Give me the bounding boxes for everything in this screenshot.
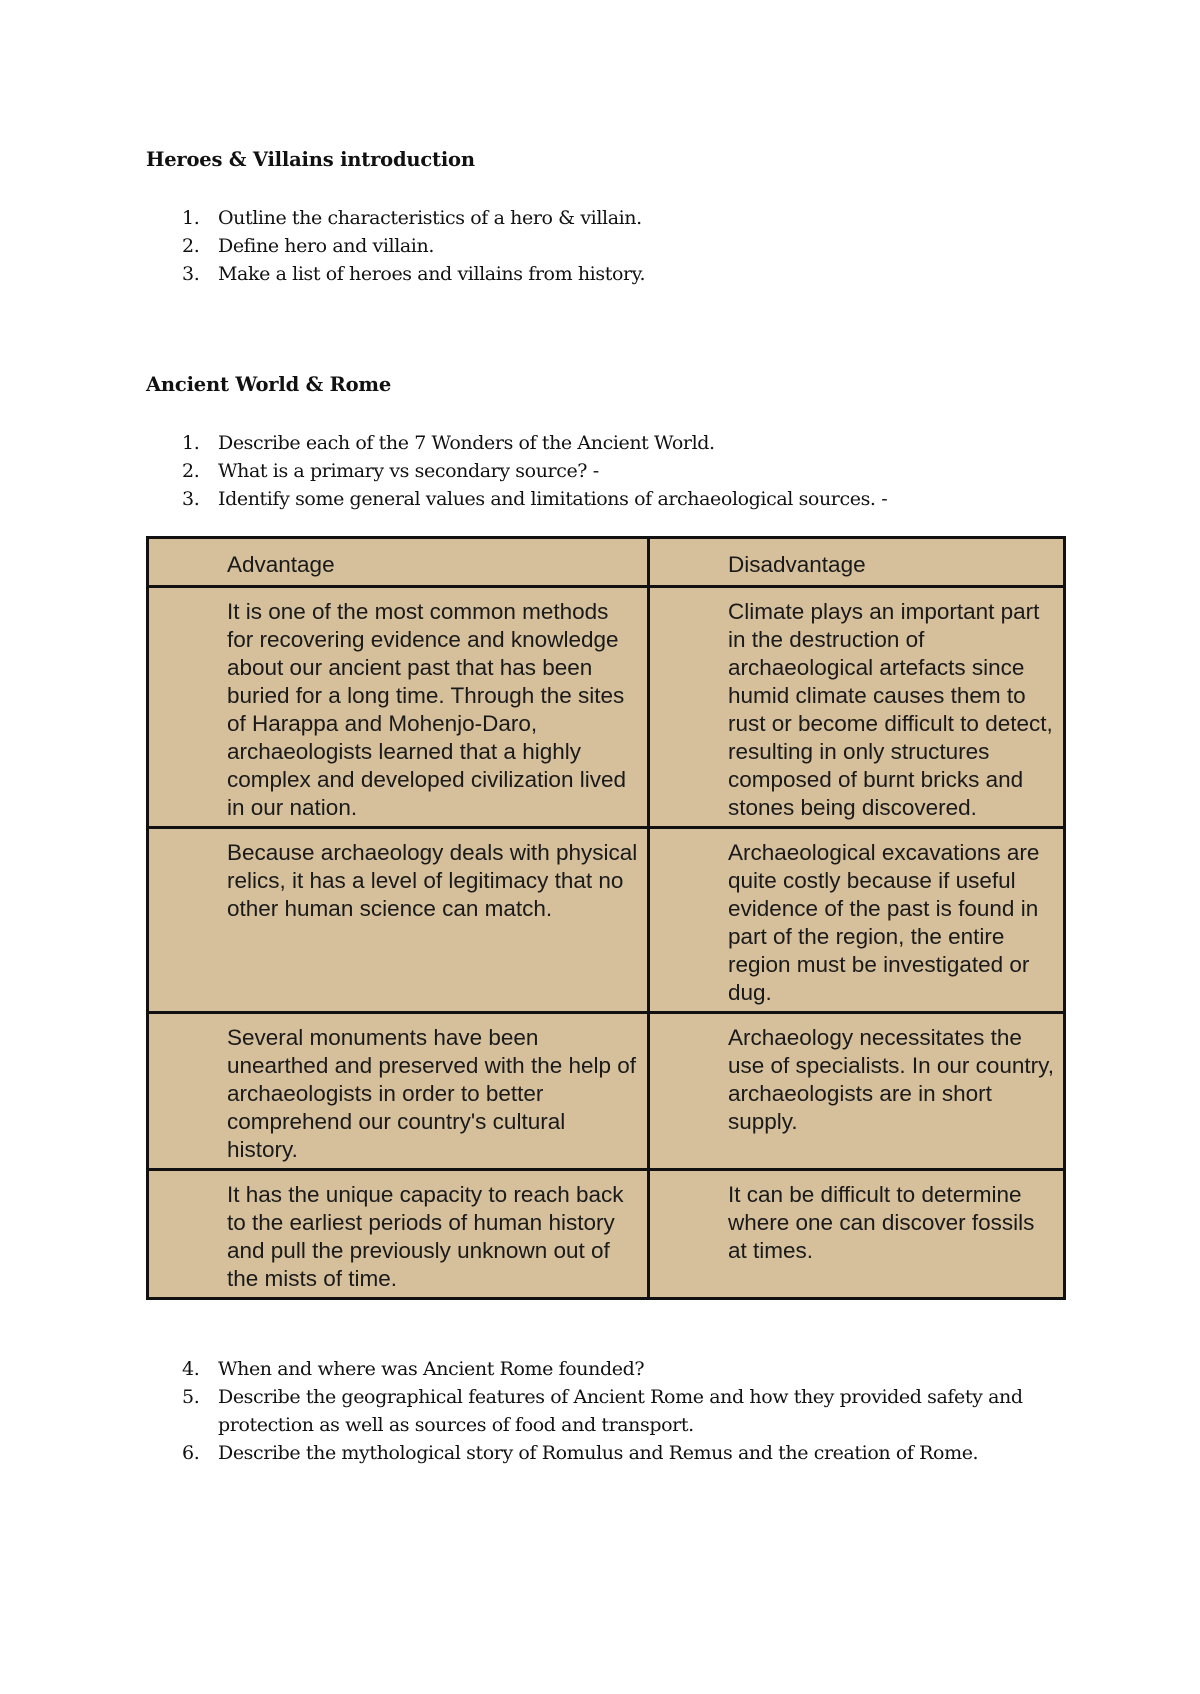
question-text: Outline the characteristics of a hero & villain. [218,207,642,229]
list-number: 5. [182,1386,200,1408]
question-text: What is a primary vs secondary source? - [218,460,599,482]
header-advantage: Advantage [148,538,649,587]
list-number: 2. [182,235,200,257]
list-item [146,485,1108,513]
question-text: Describe the mythological story of Romulus and Remus and the creation of Rome. [218,1442,979,1464]
advantage-cell: It has the unique capacity to reach back to the earliest periods of human history and pull the previously unknown out of the mists of time. [148,1170,649,1299]
list-item [146,1355,1108,1383]
list-number: 3. [182,488,200,510]
rome-question-list [146,1355,1108,1467]
table-row [148,587,1065,828]
section-heading-heroes-villains: Heroes & Villains introduction [146,148,475,171]
table-header-row [148,538,1065,587]
question-text: Define hero and villain. [218,235,434,257]
question-text: Identify some general values and limitations of archaeological sources. - [218,488,888,510]
advantage-cell: It is one of the most common methods for recovering evidence and knowledge about our ancient past that has been buried for a long time. Through the sites of Harappa and Mohenjo-Daro, archaeologists learned that a highly complex and developed civilization lived in our nation. [148,587,649,828]
heroes-question-list [146,204,1108,288]
ancient-world-question-list [146,429,1108,513]
list-number: 4. [182,1358,200,1380]
table-row [148,1170,1065,1299]
advantages-disadvantages-table [146,536,1066,1300]
advantage-cell: Because archaeology deals with physical relics, it has a level of legitimacy that no other human science can match. [148,828,649,1013]
disadvantage-cell: Climate plays an important part in the destruction of archaeological artefacts since humid climate causes them to rust or become difficult to detect, resulting in only structures composed of burnt bricks and stones being discovered. [649,587,1065,828]
question-text: Describe each of the 7 Wonders of the Ancient World. [218,432,715,454]
disadvantage-cell: Archaeology necessitates the use of specialists. In our country, archaeologists are in short supply. [649,1013,1065,1170]
section-heading-ancient-world-rome: Ancient World & Rome [146,373,392,396]
question-text: Make a list of heroes and villains from history. [218,263,646,285]
list-item [146,204,1108,232]
header-disadvantage: Disadvantage [649,538,1065,587]
disadvantage-cell: It can be difficult to determine where one can discover fossils at times. [649,1170,1065,1299]
question-text: Describe the geographical features of Ancient Rome and how they provided safety and protection as well as sources of food and transport. [218,1386,1023,1436]
list-number: 1. [182,432,200,454]
advantage-cell: Several monuments have been unearthed and preserved with the help of archaeologists in order to better comprehend our country's cultural history. [148,1013,649,1170]
table-row [148,1013,1065,1170]
disadvantage-cell: Archaeological excavations are quite costly because if useful evidence of the past is found in part of the region, the entire region must be investigated or dug. [649,828,1065,1013]
list-item [146,457,1108,485]
list-item [146,260,1108,288]
table-row [148,828,1065,1013]
list-number: 2. [182,460,200,482]
list-number: 6. [182,1442,200,1464]
question-text: When and where was Ancient Rome founded? [218,1358,645,1380]
list-number: 3. [182,263,200,285]
list-item [146,429,1108,457]
list-number: 1. [182,207,200,229]
list-item [146,1383,1108,1439]
list-item [146,1439,1108,1467]
list-item [146,232,1108,260]
